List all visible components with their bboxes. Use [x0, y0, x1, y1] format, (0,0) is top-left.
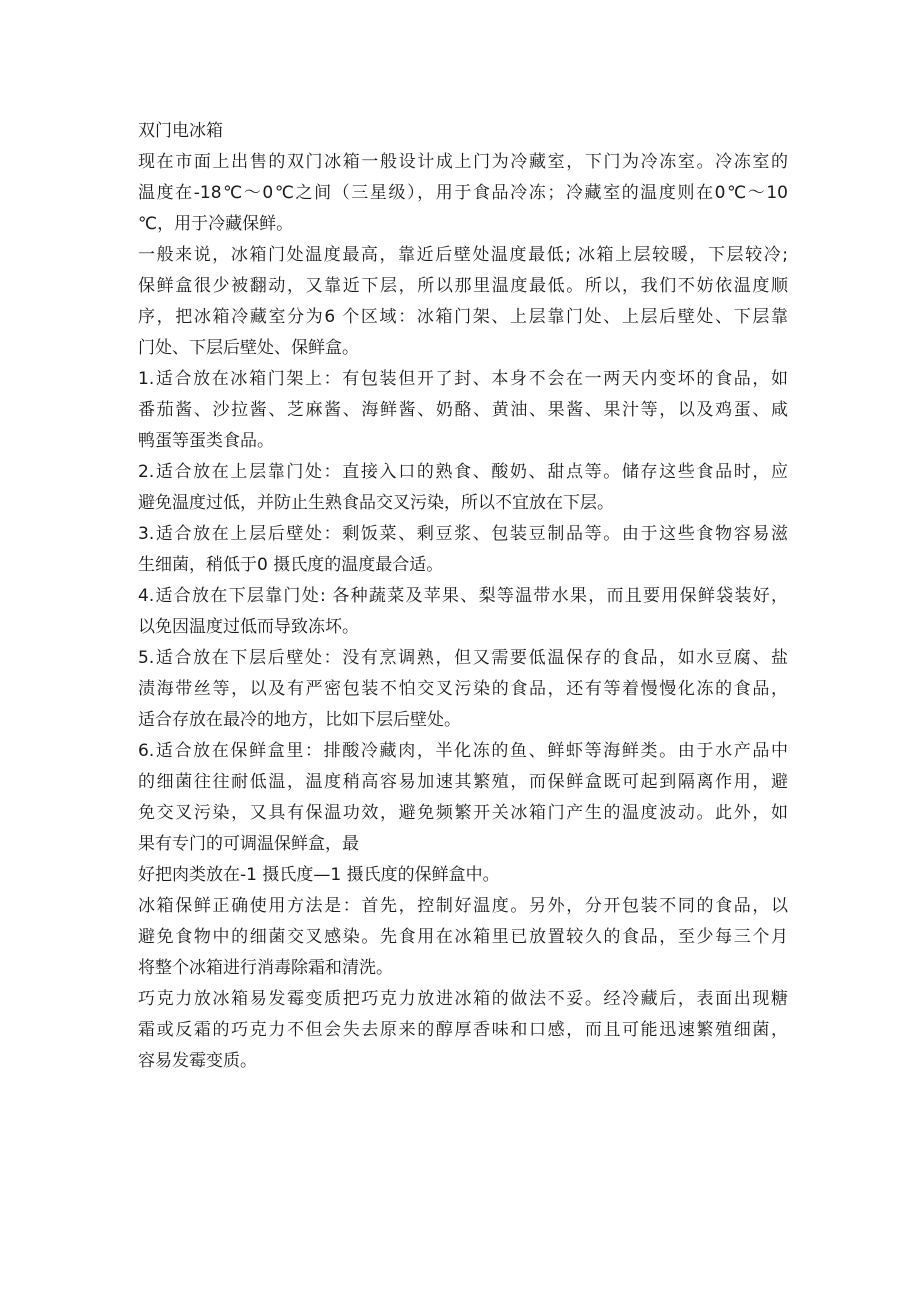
- text-line: 冰箱保鲜正确使用方法是：首先，控制好温度。另外，分开包装不同的食品，以: [138, 896, 788, 916]
- text-line: 霜或反霜的巧克力不但会失去原来的醇厚香味和口感，而且可能迅速繁殖细菌，: [138, 1020, 788, 1040]
- text-line: 避免温度过低，并防止生熟食品交叉污染，所以不宜放在下层。: [138, 493, 614, 513]
- text-line: 保鲜盒很少被翻动，又靠近下层，所以那里温度最低。所以，我们不妨依温度顺: [138, 276, 788, 296]
- text-line: 1.适合放在冰箱门架上：有包装但开了封、本身不会在一两天内变坏的食品，如: [138, 369, 788, 389]
- text-line: 3.适合放在上层后壁处：剩饭菜、剩豆浆、包装豆制品等。由于这些食物容易滋: [138, 524, 788, 544]
- text-line: 的细菌往往耐低温，温度稍高容易加速其繁殖，而保鲜盒既可起到隔离作用，避: [138, 772, 788, 792]
- text-line: 序，把冰箱冷藏室分为6 个区域：冰箱门架、上层靠门处、上层后壁处、下层靠: [138, 307, 788, 327]
- text-line: 6.适合放在保鲜盒里：排酸冷藏肉，半化冻的鱼、鲜虾等海鲜类。由于水产品中: [138, 741, 788, 761]
- text-line: 渍海带丝等，以及有严密包装不怕交叉污染的食品，还有等着慢慢化冻的食品，: [138, 679, 788, 699]
- text-line: 门处、下层后壁处、保鲜盒。: [138, 338, 359, 358]
- text-line: 好把肉类放在-1 摄氏度—1 摄氏度的保鲜盒中。: [138, 865, 500, 885]
- text-line: 番茄酱、沙拉酱、芝麻酱、海鲜酱、奶酪、黄油、果酱、果汁等，以及鸡蛋、咸: [138, 400, 788, 420]
- text-line: 一般来说，冰箱门处温度最高，靠近后壁处温度最低; 冰箱上层较暖，下层较冷;: [138, 245, 788, 265]
- text-line: 以免因温度过低而导致冻坏。: [138, 617, 359, 637]
- text-line: 鸭蛋等蛋类食品。: [138, 431, 274, 451]
- text-line: 4.适合放在下层靠门处: 各种蔬菜及苹果、梨等温带水果，而且要用保鲜袋装好，: [138, 586, 788, 606]
- text-line: 5.适合放在下层后壁处：没有烹调熟，但又需要低温保存的食品，如水豆腐、盐: [138, 648, 788, 668]
- text-line: 将整个冰箱进行消毒除霜和清洗。: [138, 958, 393, 978]
- text-line: 免交叉污染，又具有保温功效，避免频繁开关冰箱门产生的温度波动。此外，如: [138, 803, 788, 823]
- text-line: 果有专门的可调温保鲜盒，最: [138, 834, 359, 854]
- text-line: 生细菌，稍低于0 摄氏度的温度最合适。: [138, 555, 444, 575]
- text-line: 避免食物中的细菌交叉感染。先食用在冰箱里已放置较久的食品，至少每三个月: [138, 927, 788, 947]
- text-line: 容易发霉变质。: [138, 1051, 257, 1071]
- text-line: 巧克力放冰箱易发霉变质把巧克力放进冰箱的做法不妥。经冷藏后，表面出现糖: [138, 989, 788, 1009]
- text-line: 现在市面上出售的双门冰箱一般设计成上门为冷藏室，下门为冷冻室。冷冻室的: [138, 152, 788, 172]
- document-page: [138, 116, 788, 1077]
- document-title: 双门电冰箱: [138, 121, 223, 141]
- text-line: ℃，用于冷藏保鲜。: [138, 214, 294, 234]
- text-line: 温度在-18℃～0℃之间（三星级），用于食品冷冻；冷藏室的温度则在0℃～10: [138, 183, 788, 203]
- text-line: 适合存放在最冷的地方，比如下层后壁处。: [138, 710, 461, 730]
- text-line: 2.适合放在上层靠门处：直接入口的熟食、酸奶、甜点等。储存这些食品时，应: [138, 462, 788, 482]
